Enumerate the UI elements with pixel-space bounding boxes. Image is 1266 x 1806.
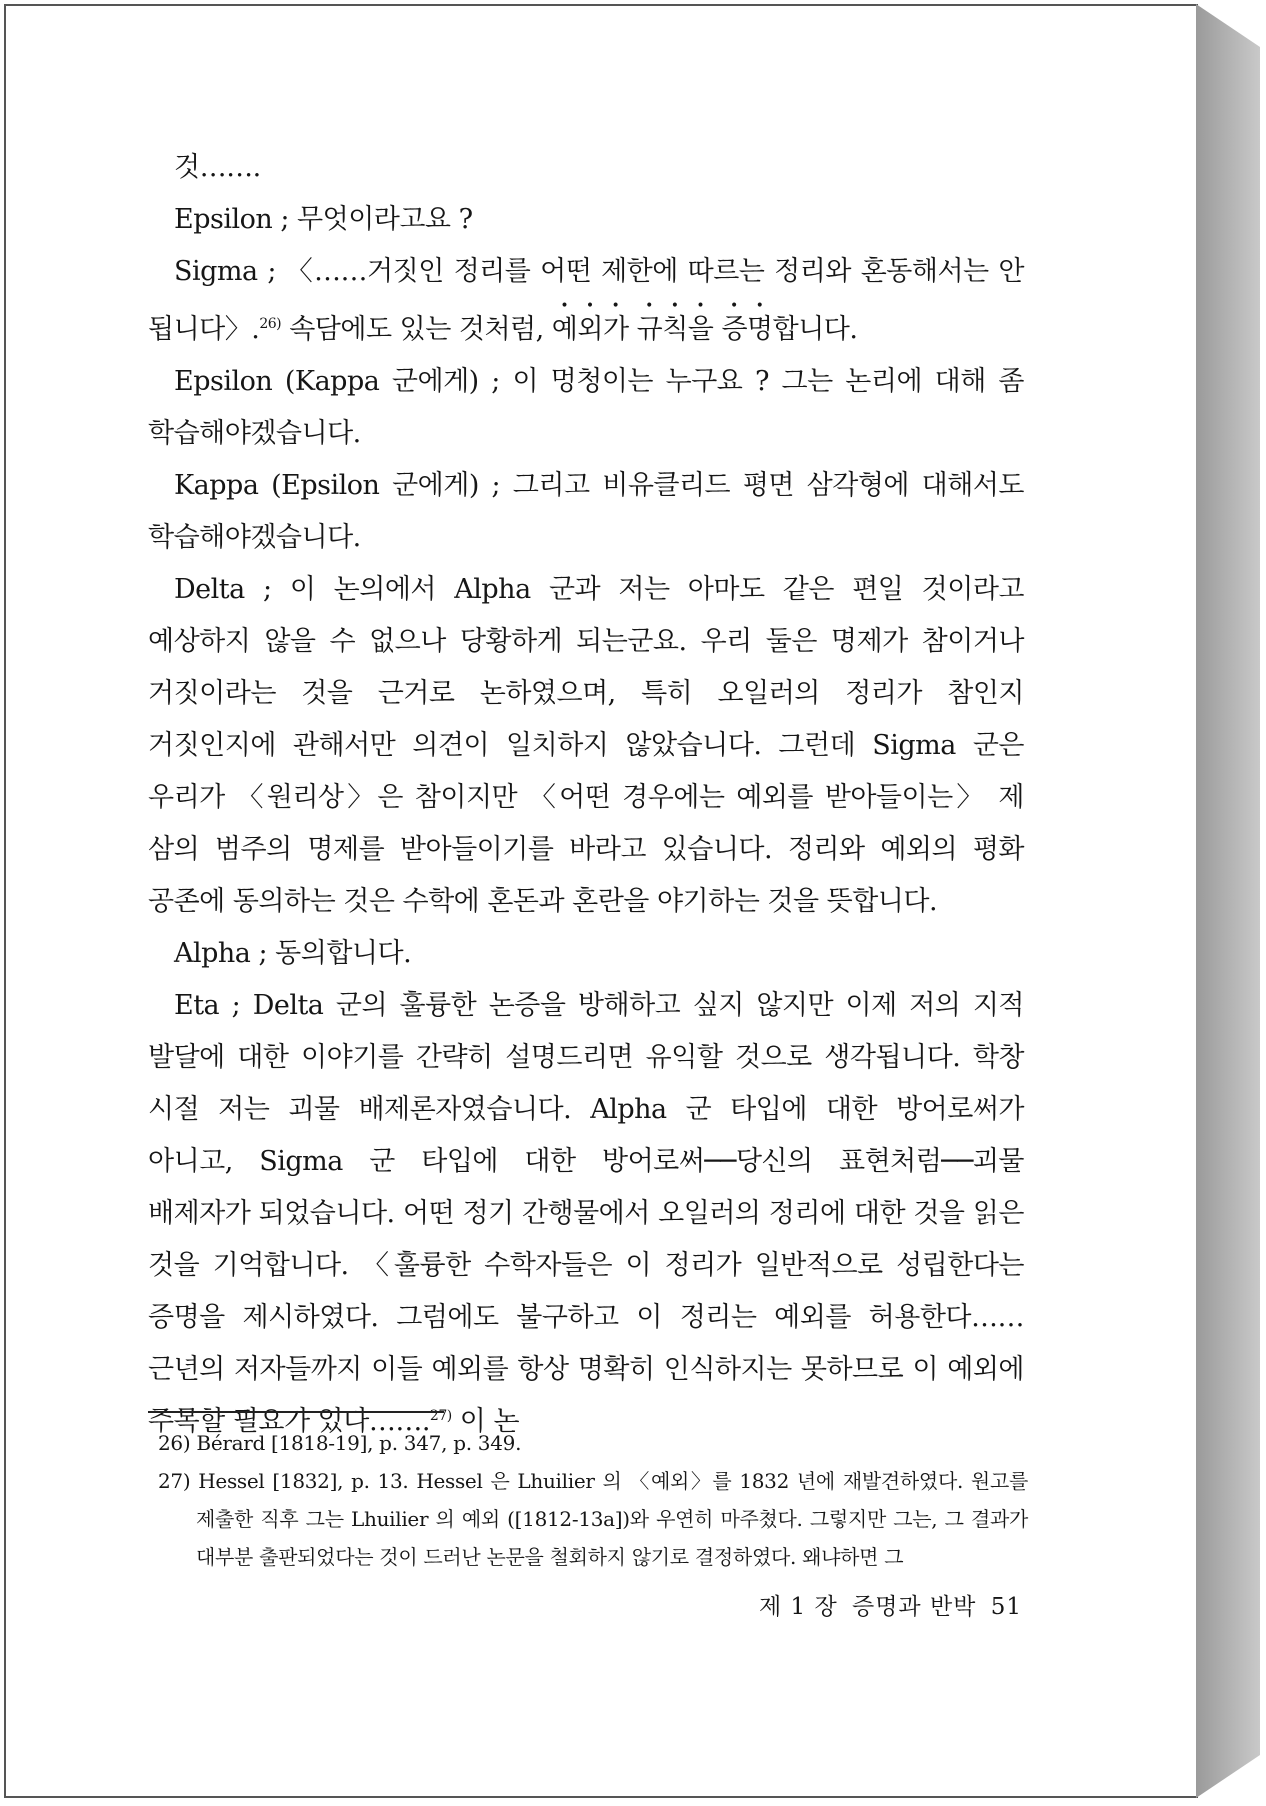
- chapter-title: 증명과 반박: [852, 1594, 977, 1620]
- paragraph-delta: Delta ; 이 논의에서 Alpha 군과 저는 아마도 같은 편일 것이라고 예상하지 않을 수 없으나 당황하게 되는군요. 우리 둘은 명제가 참이거나 거짓이라는 것을 근거로 논하였으며, 특히 오일러의 정리가 참인지 거짓인지에 관해서만 의견이 일치하지 않았습니다. 그런데 Sigma 군은 우리가 〈원리상〉은 참이지만 〈어떤 경우에는 예외를 받아들이는〉 제 삼의 범주의 명제를 받아들이기를 바라고 있습니다. 정리와 예외의 평화 공존에 동의하는 것은 수학에 혼돈과 혼란을 야기하는 것을 뜻합니다.: [148, 574, 1024, 917]
- paragraph-kappa-to-epsilon: Kappa (Epsilon 군에게) ; 그리고 비유클리드 평면 삼각형에 대해서도 학습해야겠습니다.: [148, 470, 1024, 553]
- footnote-ref-27: 27): [429, 1408, 452, 1424]
- footnote-text: Bérard [1818-19], p. 347, p. 349.: [196, 1431, 522, 1455]
- paragraph-sigma: [148, 246, 1024, 356]
- emphasized-proverb: 예외가 규칙을 증명: [551, 314, 773, 345]
- paragraph-eta: [148, 980, 1024, 1448]
- running-footer: [700, 1588, 1022, 1621]
- footnote-ref-26: 26): [259, 316, 282, 332]
- footnote-26: [158, 1424, 1028, 1462]
- paragraph-continuation: 것…….: [174, 152, 261, 183]
- eta-text: Eta ; Delta 군의 훌륭한 논증을 방해하고 싶지 않지만 이제 저의 지적 발달에 대한 이야기를 간략히 설명드리면 유익할 것으로 생각됩니다. 학창 시절 저는 괴물 배제론자였습니다. Alpha 군 타입에 대한 방어로써가 아니고, Sigma 군 타입에 대한 방어로써──당신의 표현처럼──괴물 배제자가 되었습니다. 어떤 정기 간행물에서 오일러의 정리에 대한 것을 읽은 것을 기억합니다. 〈훌륭한 수학자들은 이 정리가 일반적으로 성립한다는 증명을 제시하였다. 그럼에도 불구하고 이 정리는 예외를 허용한다…… 근년의 저자들까지 이들 예외를 항상 명확히 인식하지는 못하므로 이 예외에 주목할 필요가 있다…….: [148, 990, 1024, 1437]
- paragraph-epsilon-question: Epsilon ; 무엇이라고요 ?: [174, 204, 473, 235]
- chapter-label: 제 1 장: [758, 1594, 838, 1620]
- footnote-number: 26): [158, 1431, 191, 1455]
- page-number: 51: [990, 1594, 1022, 1620]
- sigma-tail-end: 합니다.: [772, 314, 858, 345]
- body-text: [148, 142, 1024, 1448]
- footnotes: [158, 1424, 1028, 1576]
- footnote-rule: [148, 1411, 444, 1413]
- paragraph-epsilon-to-kappa: Epsilon (Kappa 군에게) ; 이 멍청이는 누구요 ? 그는 논리에 대해 좀 학습해야겠습니다.: [148, 366, 1024, 449]
- footnote-27: [158, 1462, 1028, 1576]
- sigma-tail-text: 속담에도 있는 것처럼,: [289, 314, 552, 345]
- eta-tail: 이 논: [459, 1406, 520, 1437]
- footnote-text: Hessel [1832], p. 13. Hessel 은 Lhuilier 의 〈예외〉를 1832 년에 재발견하였다. 원고를 제출한 직후 그는 Lhuilier 의 예외 ([1812-13a])와 우연히 마주쳤다. 그렇지만 그는, 그 결과가 대부분 출판되었다는 것이 드러난 논문을 철회하지 않기로 결정하였다. 왜냐하면 그: [196, 1469, 1028, 1569]
- page-edge-shading: [1196, 4, 1260, 1798]
- sigma-lead-text: Sigma ; 〈……거짓인 정리를 어떤 제한에 따르는 정리와 혼동해서는 안 됩니다〉.: [148, 256, 1024, 345]
- paragraph-alpha: Alpha ; 동의합니다.: [174, 938, 412, 969]
- footnote-number: 27): [158, 1469, 191, 1493]
